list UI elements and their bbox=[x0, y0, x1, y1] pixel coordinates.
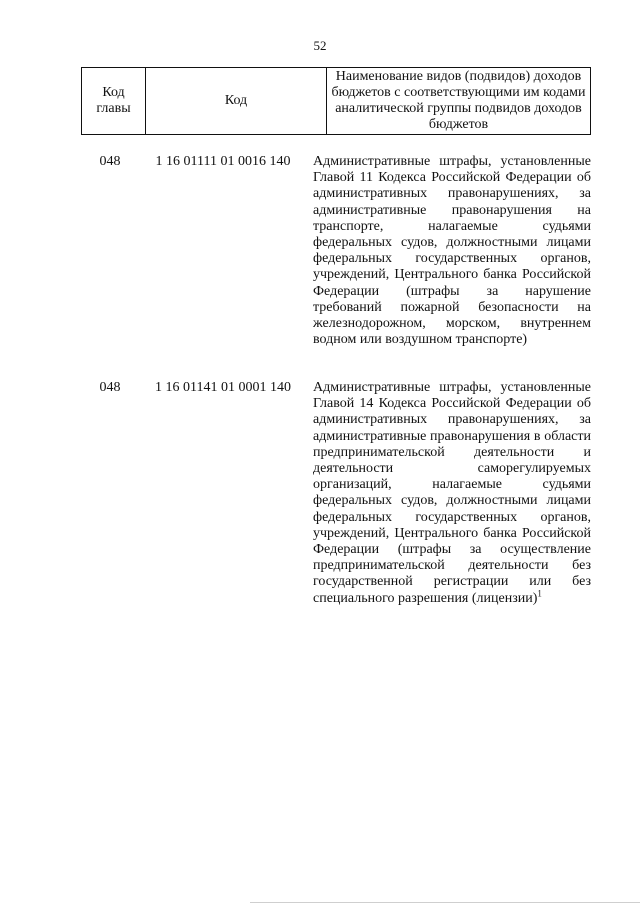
row-name bbox=[313, 380, 591, 607]
row-chapter-code: 048 bbox=[99, 154, 121, 169]
row-name bbox=[313, 154, 591, 348]
table-header bbox=[81, 67, 591, 135]
row-name-text: Административные штрафы, установленные Главой 11 Кодекса Российской Федерации об административных правонарушениях, за административные правонарушения на транспорте, налагаемые судьями федеральных судов, должностными лицами федеральных государственных органов, учреждений, Центрального банка Российской Федерации (штрафы за нарушение требований пожарной безопасности на железнодорожном, морском, внутреннем водном или воздушном транспорте) bbox=[313, 154, 591, 348]
table-body bbox=[81, 154, 591, 607]
row-chapter-code: 048 bbox=[99, 380, 121, 395]
row-code: 1 16 01141 01 0001 140 bbox=[155, 380, 291, 395]
table-row bbox=[81, 380, 591, 607]
header-name: Наименование видов (подвидов) доходов бюджетов с соответствующими им кодами аналитической группы подвидов доходов бюджетов bbox=[327, 68, 591, 135]
scan-edge-line bbox=[250, 902, 640, 903]
row-footnote: 1 bbox=[537, 587, 542, 598]
table-row bbox=[81, 154, 591, 380]
page-number: 52 bbox=[313, 38, 327, 53]
row-code: 1 16 01111 01 0016 140 bbox=[155, 154, 291, 169]
header-chapter-code: Код главы bbox=[82, 68, 146, 135]
row-name-text: Административные штрафы, установленные Главой 14 Кодекса Российской Федерации об административных правонарушениях, за административные правонарушения в области предпринимательской деятельности и деятельности саморегулируемых организаций, налагаемые судьями федеральных судов, должностными лицами федеральных государственных органов, учреждений, Центрального банка Российской Федерации (штрафы за осуществление предпринимательской деятельности без государственной регистрации или без специального разрешения (лицензии) bbox=[313, 380, 591, 606]
header-code: Код bbox=[146, 68, 327, 135]
